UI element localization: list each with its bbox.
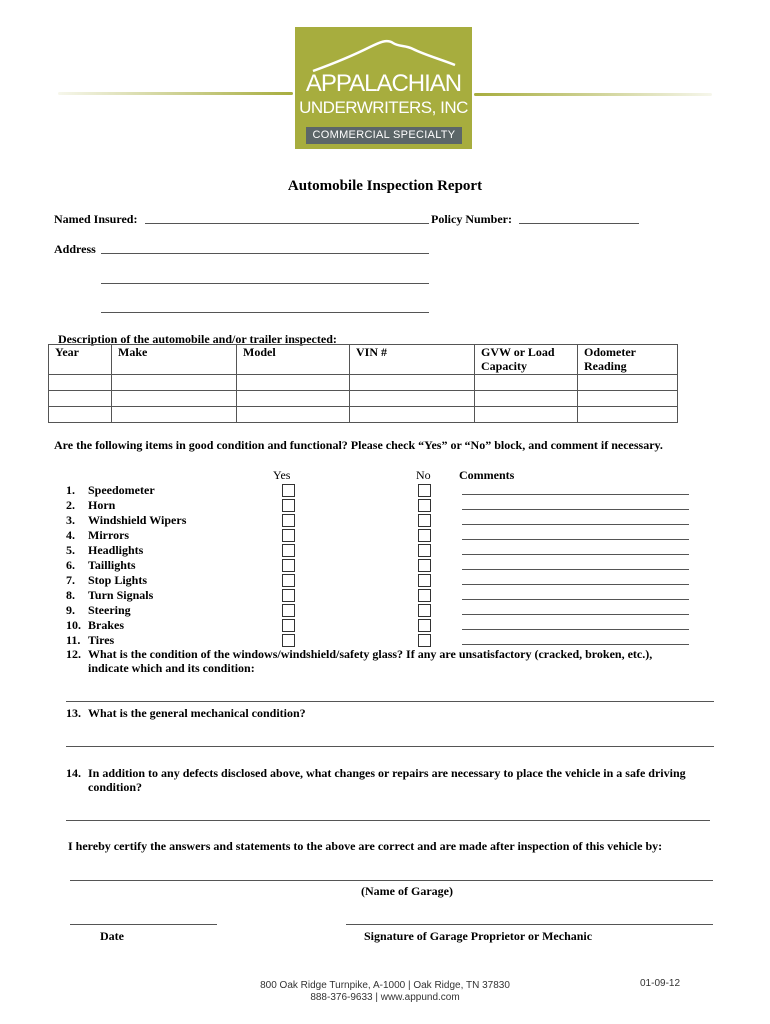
question-14	[66, 766, 686, 780]
checklist-item-number: 10.	[66, 618, 81, 632]
checklist-item-number: 7.	[66, 573, 75, 587]
cell-vin[interactable]	[350, 375, 475, 391]
checklist-item-label: Headlights	[88, 543, 144, 557]
address-label: Address	[54, 242, 96, 256]
checklist-item-label: Speedometer	[88, 483, 155, 497]
yes-checkbox[interactable]	[282, 619, 295, 632]
comment-field[interactable]	[462, 629, 689, 630]
cell-model[interactable]	[237, 375, 350, 391]
date-label: Date	[100, 929, 124, 943]
checklist-item	[66, 633, 114, 647]
no-checkbox[interactable]	[418, 589, 431, 602]
checklist-item	[66, 543, 143, 557]
vehicle-table	[48, 344, 678, 423]
checklist-item	[66, 588, 153, 602]
no-checkbox[interactable]	[418, 559, 431, 572]
vehicle-description-label: Description of the automobile and/or trailer inspected:	[58, 332, 337, 346]
checklist-item	[66, 558, 136, 572]
named-insured-field[interactable]	[145, 223, 429, 224]
logo-tagline-bar	[306, 127, 462, 144]
vehicle-row	[49, 375, 678, 391]
checklist-item-number: 1.	[66, 483, 75, 497]
no-checkbox[interactable]	[418, 484, 431, 497]
col-gvw: GVW or Load Capacity	[475, 345, 578, 375]
comment-field[interactable]	[462, 584, 689, 585]
cell-gvw[interactable]	[475, 407, 578, 423]
cell-gvw[interactable]	[475, 375, 578, 391]
yes-checkbox[interactable]	[282, 514, 295, 527]
yes-checkbox[interactable]	[282, 529, 295, 542]
question-number: 14.	[66, 766, 81, 780]
no-checkbox[interactable]	[418, 619, 431, 632]
yes-checkbox[interactable]	[282, 559, 295, 572]
col-vin: VIN #	[350, 345, 475, 375]
checklist-item-label: Steering	[88, 603, 131, 617]
checklist-item-label: Horn	[88, 498, 116, 512]
checklist-item-label: Mirrors	[88, 528, 130, 542]
signature-field[interactable]	[346, 924, 713, 925]
garage-name-field[interactable]	[70, 880, 713, 881]
no-checkbox[interactable]	[418, 544, 431, 557]
comment-field[interactable]	[462, 494, 689, 495]
checklist-item-label: Taillights	[88, 558, 136, 572]
address-field-1[interactable]	[101, 253, 429, 254]
question-12	[66, 647, 652, 661]
garage-name-label: (Name of Garage)	[361, 884, 453, 898]
checklist-item-number: 8.	[66, 588, 75, 602]
question-13	[66, 706, 306, 720]
checklist-item-label: Brakes	[88, 618, 124, 632]
yes-checkbox[interactable]	[282, 574, 295, 587]
comment-field[interactable]	[462, 599, 689, 600]
question-number: 12.	[66, 647, 81, 661]
cell-odometer[interactable]	[578, 407, 678, 423]
checklist-item-number: 9.	[66, 603, 75, 617]
checklist-item	[66, 513, 186, 527]
question-14-line2: condition?	[88, 780, 143, 794]
cell-model[interactable]	[237, 391, 350, 407]
logo-tagline: COMMERCIAL SPECIALTY	[312, 129, 456, 141]
cell-year[interactable]	[49, 391, 112, 407]
no-checkbox[interactable]	[418, 634, 431, 647]
question-text: What is the condition of the windows/windshield/safety glass? If any are unsatisfactory (cracked, broken, etc.),	[88, 647, 653, 661]
footer-contact: 888-376-9633 | www.appund.com	[310, 992, 460, 1003]
col-model: Model	[237, 345, 350, 375]
question-13-answer[interactable]	[66, 746, 714, 747]
page-title: Automobile Inspection Report	[287, 178, 483, 194]
vehicle-row	[49, 407, 678, 423]
yes-checkbox[interactable]	[282, 484, 295, 497]
question-text: In addition to any defects disclosed above, what changes or repairs are necessary to place the vehicle in a safe driving	[88, 766, 686, 780]
cell-odometer[interactable]	[578, 375, 678, 391]
col-make: Make	[112, 345, 237, 375]
cell-gvw[interactable]	[475, 391, 578, 407]
question-12-line2: indicate which and its condition:	[88, 661, 255, 675]
col-year: Year	[49, 345, 112, 375]
comment-field[interactable]	[462, 524, 689, 525]
vehicle-row	[49, 391, 678, 407]
question-14-answer[interactable]	[66, 820, 710, 821]
checklist-item-number: 11.	[66, 633, 81, 647]
yes-checkbox[interactable]	[282, 499, 295, 512]
question-12-answer[interactable]	[66, 701, 714, 702]
comment-field[interactable]	[462, 539, 689, 540]
date-field[interactable]	[70, 924, 217, 925]
signature-label: Signature of Garage Proprietor or Mechanic	[364, 929, 593, 943]
cell-make[interactable]	[112, 407, 237, 423]
checklist-item-number: 3.	[66, 513, 75, 527]
checklist-item-number: 6.	[66, 558, 75, 572]
comment-field[interactable]	[462, 644, 689, 645]
logo-name-line1: APPALACHIAN	[305, 70, 462, 97]
cell-year[interactable]	[49, 375, 112, 391]
policy-number-field[interactable]	[519, 223, 639, 224]
checklist-item-label: Stop Lights	[88, 573, 148, 587]
logo-swoosh-left	[58, 92, 293, 95]
checklist-item-number: 2.	[66, 498, 75, 512]
comments-column-header: Comments	[459, 468, 515, 482]
named-insured-label: Named Insured:	[54, 212, 138, 226]
cell-vin[interactable]	[350, 407, 475, 423]
company-logo	[295, 27, 472, 149]
checklist-item	[66, 573, 147, 587]
cell-make[interactable]	[112, 375, 237, 391]
no-column-header: No	[416, 468, 431, 482]
address-field-3[interactable]	[101, 312, 429, 313]
checklist-item-label: Turn Signals	[88, 588, 154, 602]
cell-model[interactable]	[237, 407, 350, 423]
address-field-2[interactable]	[101, 283, 429, 284]
yes-column-header: Yes	[273, 468, 291, 482]
cell-make[interactable]	[112, 391, 237, 407]
cell-vin[interactable]	[350, 391, 475, 407]
checklist-item-number: 4.	[66, 528, 75, 542]
comment-field[interactable]	[462, 509, 689, 510]
no-checkbox[interactable]	[418, 529, 431, 542]
checklist-item	[66, 528, 129, 542]
checklist-item	[66, 483, 155, 497]
cell-year[interactable]	[49, 407, 112, 423]
checklist-item	[66, 618, 124, 632]
logo-swoosh-right	[474, 93, 712, 96]
cell-odometer[interactable]	[578, 391, 678, 407]
yes-checkbox[interactable]	[282, 544, 295, 557]
yes-checkbox[interactable]	[282, 589, 295, 602]
certification-text: I hereby certify the answers and statements to the above are correct and are made after inspection of this vehicle by:	[68, 839, 663, 853]
checklist-item-number: 5.	[66, 543, 75, 557]
no-checkbox[interactable]	[418, 499, 431, 512]
col-odometer: Odometer Reading	[578, 345, 678, 375]
comment-field[interactable]	[462, 554, 689, 555]
policy-number-label: Policy Number:	[431, 212, 512, 226]
footer-address: 800 Oak Ridge Turnpike, A-1000 | Oak Ridge, TN 37830	[260, 980, 510, 991]
comment-field[interactable]	[462, 569, 689, 570]
no-checkbox[interactable]	[418, 574, 431, 587]
comment-field[interactable]	[462, 614, 689, 615]
checklist-item-label: Windshield Wipers	[88, 513, 187, 527]
checklist-item-label: Tires	[88, 633, 115, 647]
yes-checkbox[interactable]	[282, 604, 295, 617]
checklist-item	[66, 498, 115, 512]
instructions-text: Are the following items in good condition and functional? Please check “Yes” or “No” block, and comment if necessary.	[54, 438, 663, 452]
yes-checkbox[interactable]	[282, 634, 295, 647]
logo-name-line2: UNDERWRITERS, INC	[299, 98, 468, 117]
question-text: What is the general mechanical condition?	[88, 706, 306, 720]
question-number: 13.	[66, 706, 81, 720]
checklist-item	[66, 603, 131, 617]
no-checkbox[interactable]	[418, 514, 431, 527]
form-code: 01-09-12	[640, 978, 681, 989]
no-checkbox[interactable]	[418, 604, 431, 617]
